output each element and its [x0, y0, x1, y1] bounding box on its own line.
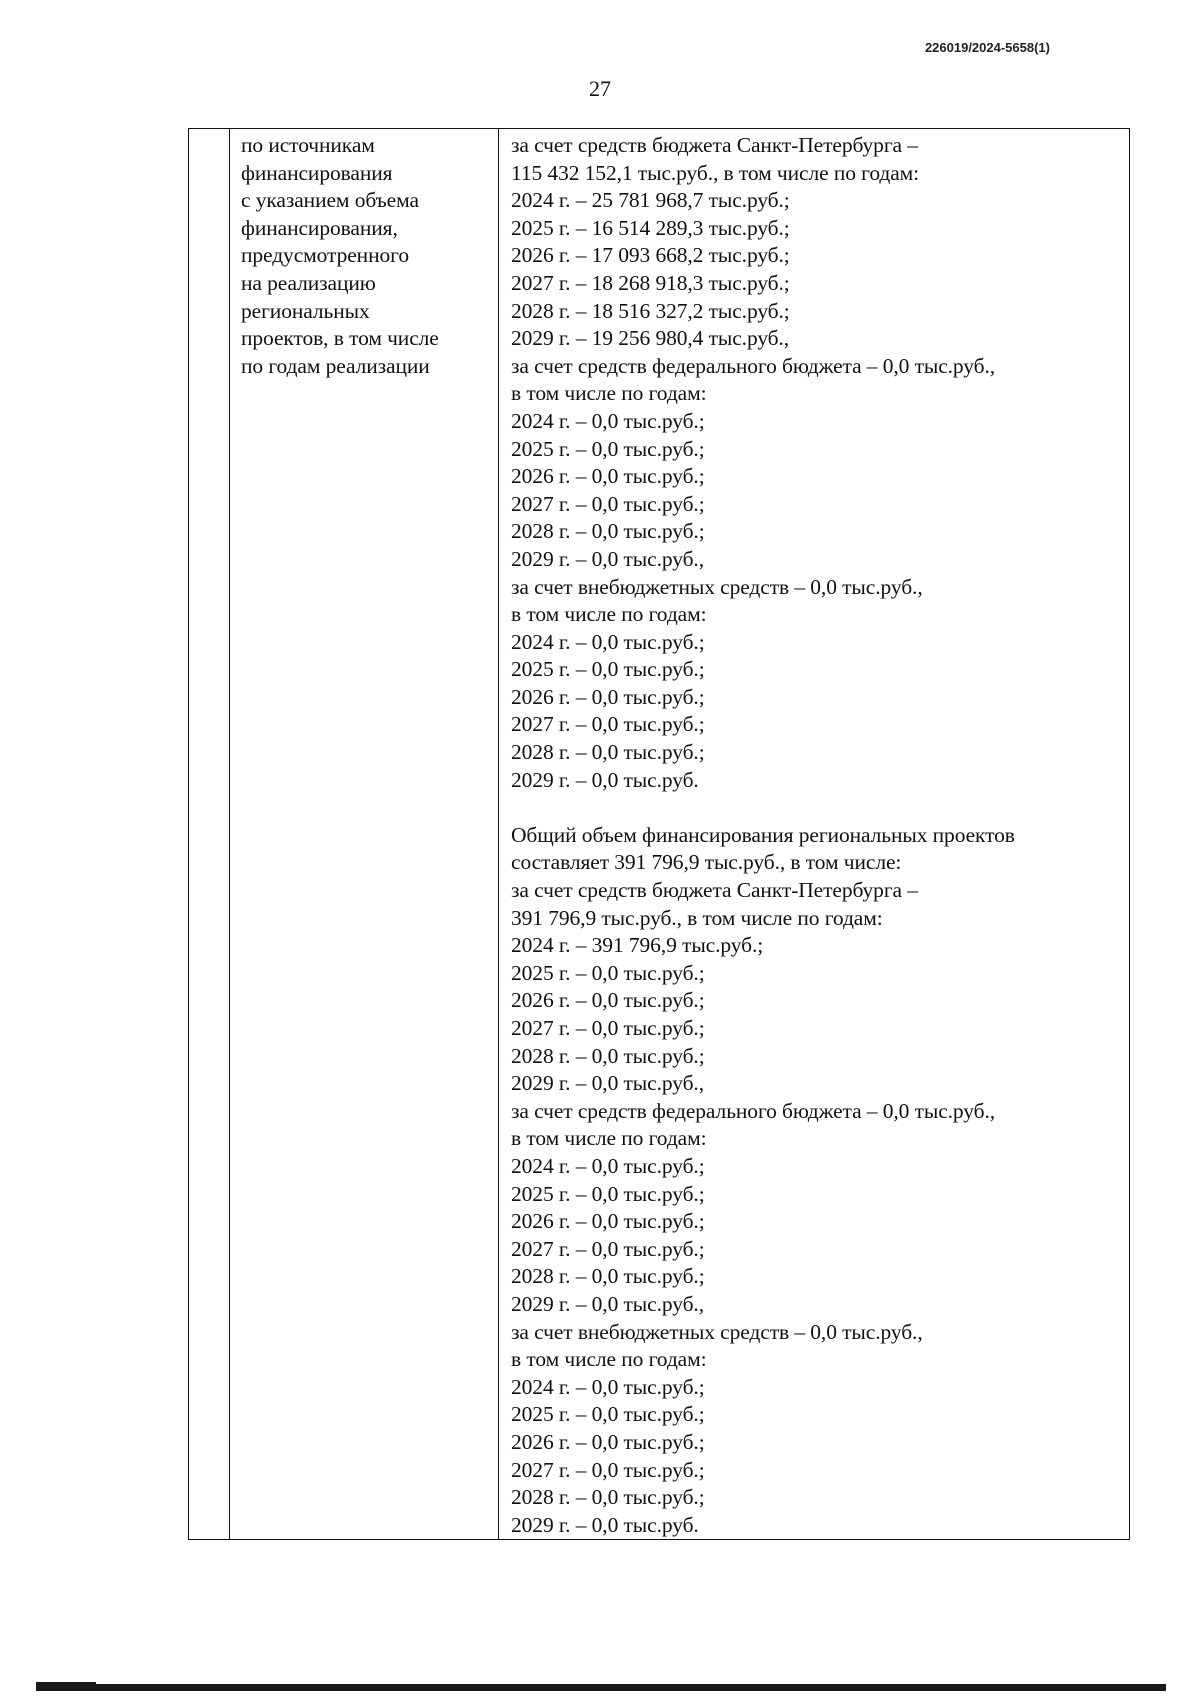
value-text-line: в том числе по годам: — [511, 602, 707, 627]
value-text-line: 2025 г. – 0,0 тыс.руб.; — [511, 1402, 705, 1427]
value-text-line: 2028 г. – 0,0 тыс.руб.; — [511, 1264, 705, 1289]
value-text-line: 2027 г. – 0,0 тыс.руб.; — [511, 491, 705, 516]
value-text-line: 2027 г. – 0,0 тыс.руб.; — [511, 1016, 705, 1040]
value-text-line: за счет средств федерального бюджета – 0,0 тыс.руб., — [511, 353, 996, 378]
value-text-line: 2028 г. – 0,0 тыс.руб.; — [511, 740, 705, 765]
value-text-line: 2029 г. – 0,0 тыс.руб., — [511, 1291, 704, 1316]
value-text-line: 2025 г. – 0,0 тыс.руб.; — [511, 960, 705, 985]
label-text-line: региональных — [241, 298, 370, 323]
value-text-line: 2026 г. – 0,0 тыс.руб.; — [511, 1429, 705, 1454]
label-text-line: по источникам — [241, 133, 375, 157]
scan-edge-bar — [36, 1684, 1166, 1691]
value-text-line: 115 432 152,1 тыс.руб., в том числе по годам: — [511, 160, 920, 185]
value-text-line: 2026 г. – 0,0 тыс.руб.; — [511, 684, 705, 709]
label-text-line: на реализацию — [241, 270, 376, 295]
value-text-line: 2027 г. – 0,0 тыс.руб.; — [511, 1236, 705, 1261]
value-text-line: 2029 г. – 19 256 980,4 тыс.руб., — [511, 326, 790, 351]
value-text-line: 2026 г. – 0,0 тыс.руб.; — [511, 988, 705, 1013]
value-text-line: составляет 391 796,9 тыс.руб., в том числе: — [511, 850, 902, 875]
value-text-line: 2025 г. – 16 514 289,3 тыс.руб.; — [511, 215, 790, 240]
value-text-line: в том числе по годам: — [511, 1126, 707, 1151]
label-text-line: финансирования — [241, 160, 393, 185]
value-text-line: за счет внебюджетных средств – 0,0 тыс.руб., — [511, 574, 923, 599]
funding-sources-label-cell — [241, 132, 493, 380]
value-text-line: 2024 г. – 0,0 тыс.руб.; — [511, 629, 705, 654]
value-text-line: 2024 г. – 391 796,9 тыс.руб.; — [511, 933, 764, 958]
value-text-line: 2029 г. – 0,0 тыс.руб. — [511, 767, 699, 792]
label-text-line: с указанием объема — [241, 188, 419, 213]
value-text-line: 2024 г. – 0,0 тыс.руб.; — [511, 1374, 705, 1399]
funding-table — [188, 128, 1130, 1540]
value-text-line: 2025 г. – 0,0 тыс.руб.; — [511, 1181, 705, 1206]
label-text-line: предусмотренного — [241, 243, 409, 268]
value-text-line: 2029 г. – 0,0 тыс.руб. — [511, 1512, 699, 1537]
value-text-line: 391 796,9 тыс.руб., в том числе по годам: — [511, 905, 883, 930]
table-column-divider — [229, 129, 230, 1539]
value-text-line: 2028 г. – 0,0 тыс.руб.; — [511, 519, 705, 544]
value-text-line: за счет внебюджетных средств – 0,0 тыс.руб., — [511, 1319, 923, 1344]
value-text-line: 2028 г. – 0,0 тыс.руб.; — [511, 1043, 705, 1068]
value-text-line: за счет средств бюджета Санкт-Петербурга – — [511, 878, 918, 903]
value-text-line: 2027 г. – 0,0 тыс.руб.; — [511, 1457, 705, 1482]
value-text-line: 2025 г. – 0,0 тыс.руб.; — [511, 436, 705, 461]
value-text-line: в том числе по годам: — [511, 1347, 707, 1372]
value-text-line: 2028 г. – 0,0 тыс.руб.; — [511, 1485, 705, 1510]
value-text-line: 2027 г. – 18 268 918,3 тыс.руб.; — [511, 270, 790, 295]
value-text-line: в том числе по годам: — [511, 381, 707, 406]
document-id: 226019/2024-5658(1) — [924, 40, 1050, 55]
label-text-line: финансирования, — [241, 215, 398, 240]
value-text-line: 2026 г. – 0,0 тыс.руб.; — [511, 464, 705, 489]
blank-line — [511, 794, 1123, 822]
label-text-line: по годам реализации — [241, 353, 430, 378]
funding-values-cell — [511, 132, 1123, 1539]
value-text-line: 2024 г. – 0,0 тыс.руб.; — [511, 1153, 705, 1178]
page-number: 27 — [589, 76, 611, 101]
value-text-line: 2026 г. – 0,0 тыс.руб.; — [511, 1209, 705, 1234]
value-text-line: за счет средств бюджета Санкт-Петербурга – — [511, 133, 918, 157]
value-text-line: 2026 г. – 17 093 668,2 тыс.руб.; — [511, 243, 790, 268]
value-text-line: 2025 г. – 0,0 тыс.руб.; — [511, 657, 705, 682]
value-text-line: за счет средств федерального бюджета – 0,0 тыс.руб., — [511, 1098, 996, 1123]
value-text-line: Общий объем финансирования региональных проектов — [511, 822, 1015, 847]
value-text-line: 2029 г. – 0,0 тыс.руб., — [511, 1071, 704, 1096]
value-text-line: 2024 г. – 25 781 968,7 тыс.руб.; — [511, 188, 790, 213]
value-text-line: 2028 г. – 18 516 327,2 тыс.руб.; — [511, 298, 790, 323]
value-text-line: 2027 г. – 0,0 тыс.руб.; — [511, 712, 705, 737]
label-text-line: проектов, в том числе — [241, 326, 439, 351]
value-text-line: 2024 г. – 0,0 тыс.руб.; — [511, 408, 705, 433]
table-column-divider — [498, 129, 499, 1539]
value-text-line: 2029 г. – 0,0 тыс.руб., — [511, 546, 704, 571]
